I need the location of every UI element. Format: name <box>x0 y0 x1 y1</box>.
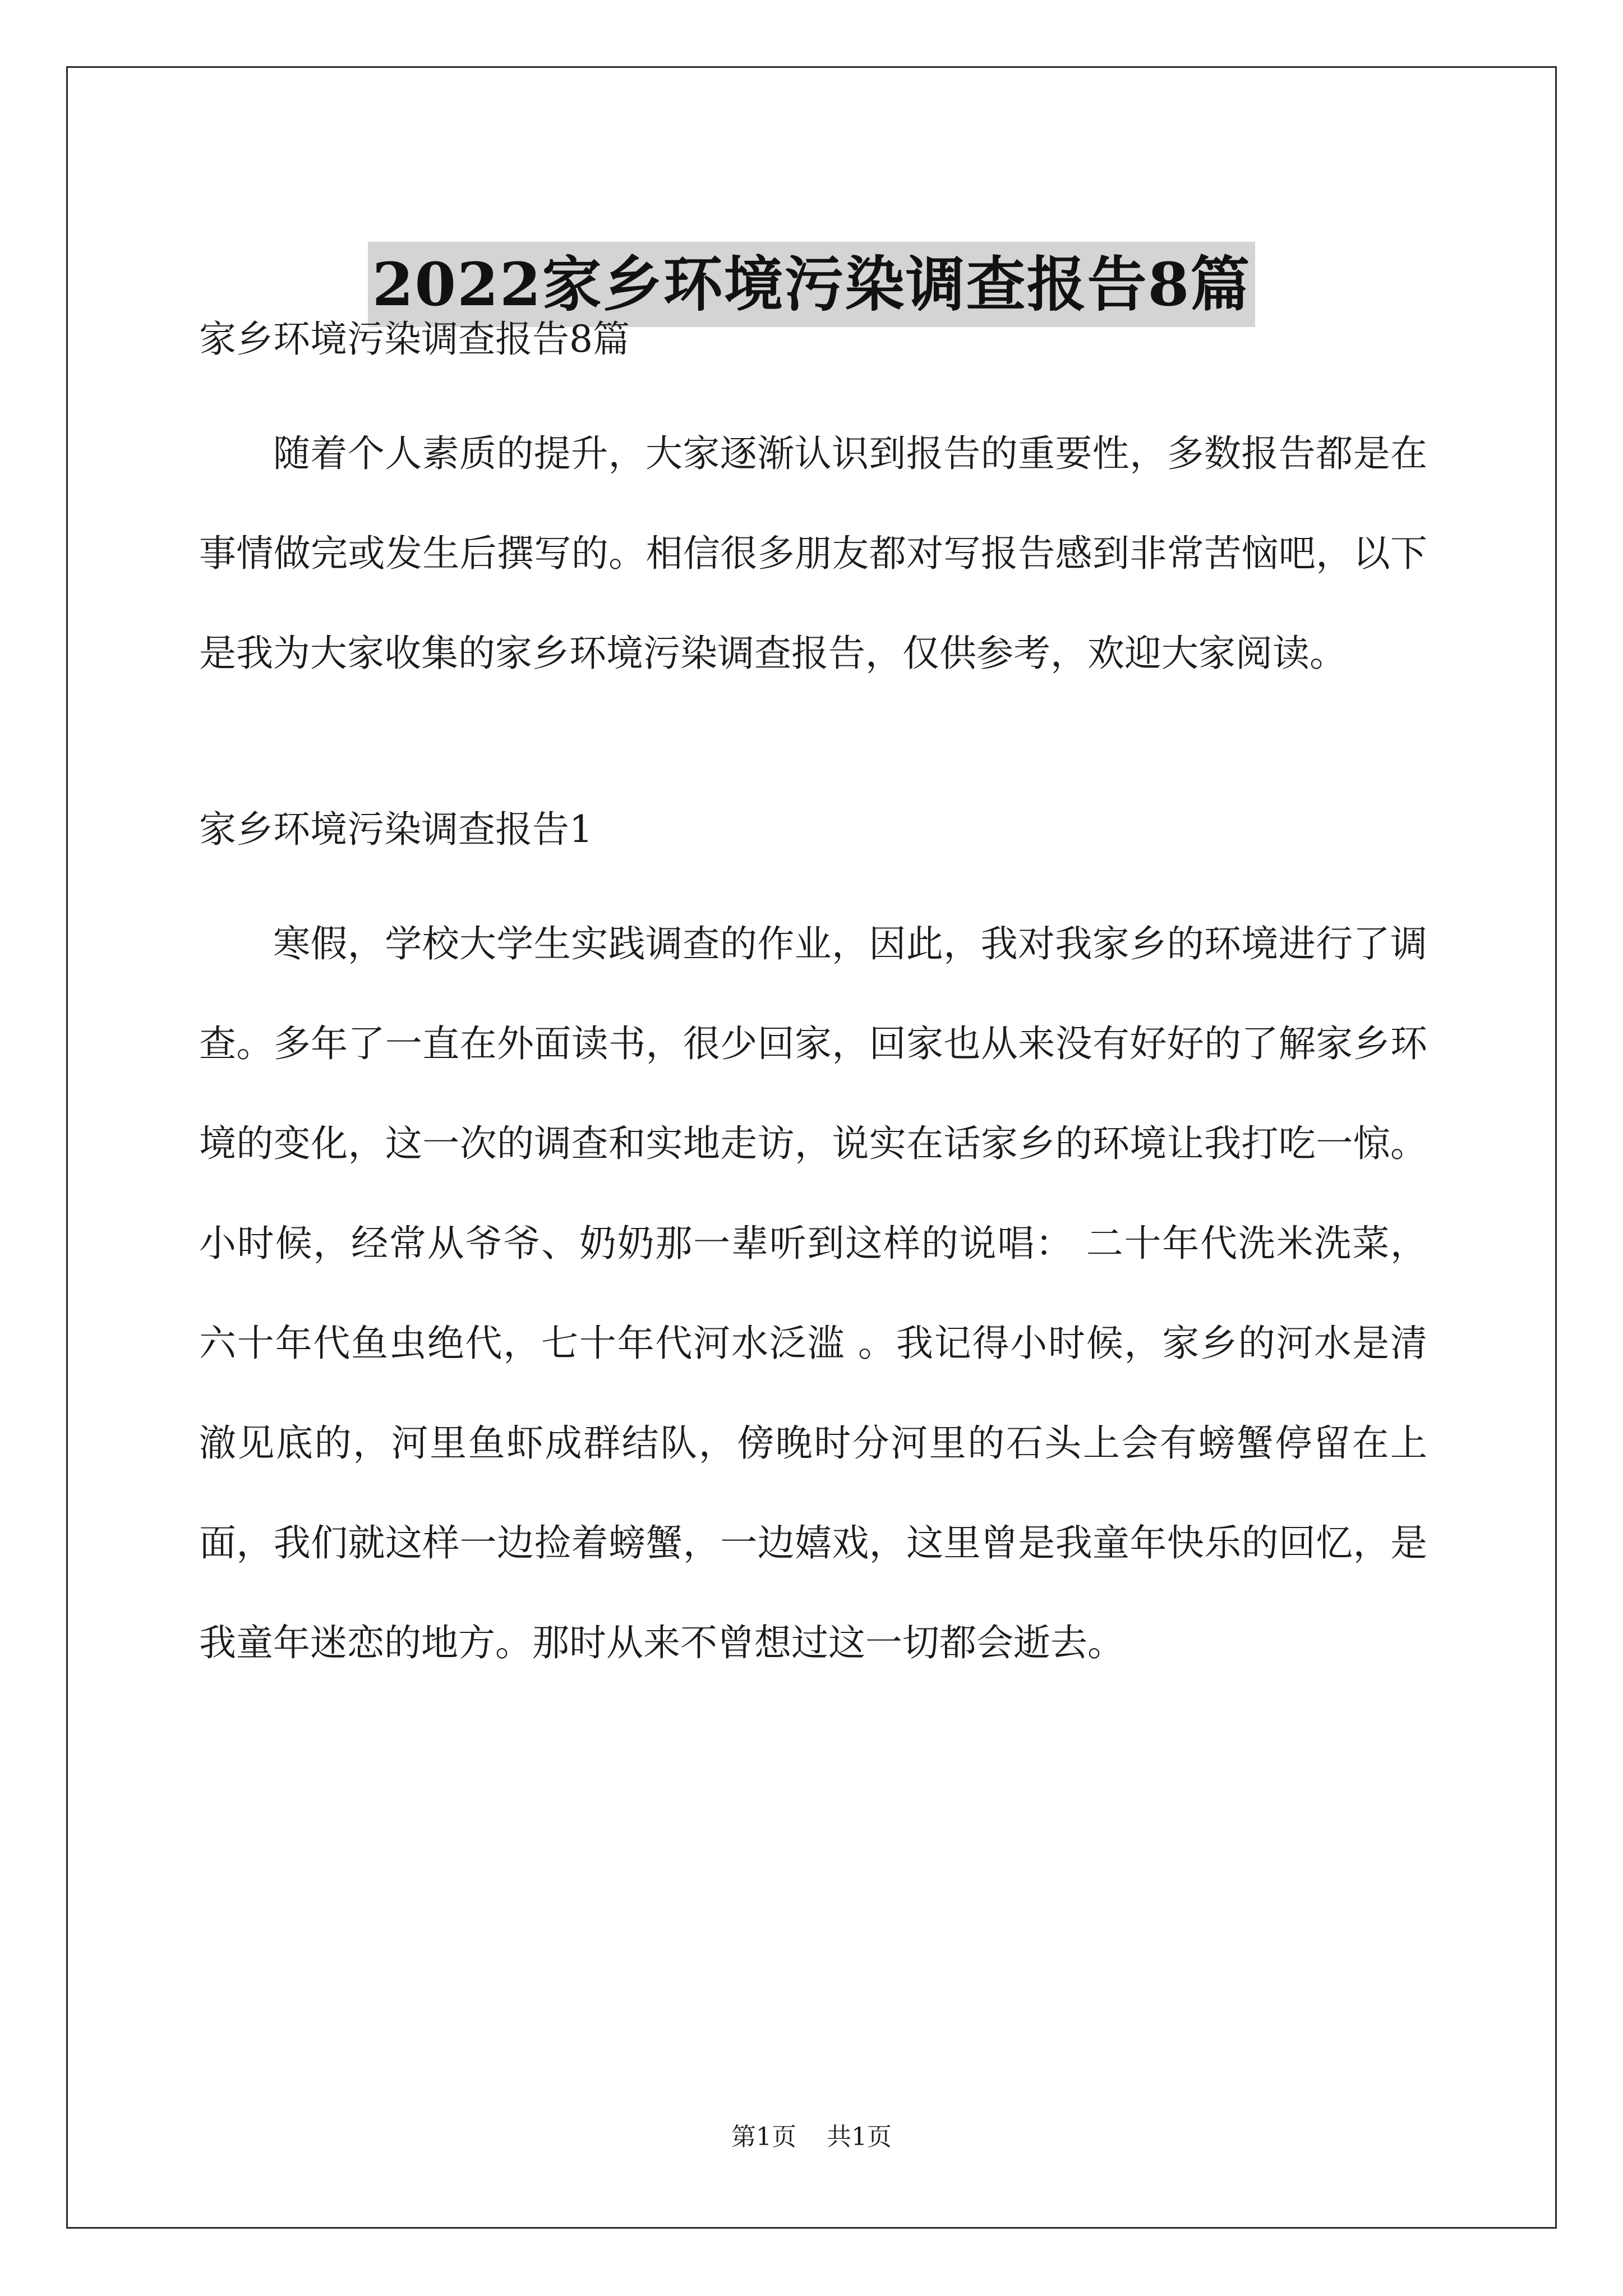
document-title: 2022家乡环境污染调查报告8篇 <box>368 242 1256 327</box>
section1-paragraph: 寒假，学校大学生实践调查的作业，因此，我对我家乡的环境进行了调查。多年了一直在外面读书，很少回家，回家也从来没有好好的了解家乡环境的变化，这一次的调查和实地走访，说实在话家乡的环境让我打吃一惊。小时候，经常从爷爷、奶奶那一辈听到这样的说唱： 二十年代洗米洗菜，六十年代鱼虫绝代，七十年代河水泛滥 。我记得小时候，家乡的河水是清澈见底的，河里鱼虾成群结队，傍晚时分河里的石头上会有螃蟹停留在上面，我们就这样一边捡着螃蟹，一边嬉戏，这里曾是我童年快乐的回忆，是我童年迷恋的地方。那时从来不曾想过这一切都会逝去。 <box>199 922 1427 1664</box>
spacer <box>199 703 1427 804</box>
intro-heading: 家乡环境污染调查报告8篇 <box>199 318 630 361</box>
page-footer <box>0 2120 1623 2154</box>
spacer <box>199 855 1427 894</box>
section1-heading: 家乡环境污染调查报告1 <box>199 808 593 851</box>
page-number-current: 第1页 <box>731 2123 796 2151</box>
page-number-total: 共1页 <box>827 2123 892 2151</box>
spacer <box>199 365 1427 404</box>
document-body <box>199 314 1427 1693</box>
intro-paragraph: 随着个人素质的提升，大家逐渐认识到报告的重要性，多数报告都是在事情做完或发生后撰写的。相信很多朋友都对写报告感到非常苦恼吧，以下是我为大家收集的家乡环境污染调查报告，仅供参考，欢迎大家阅读。 <box>199 432 1427 675</box>
